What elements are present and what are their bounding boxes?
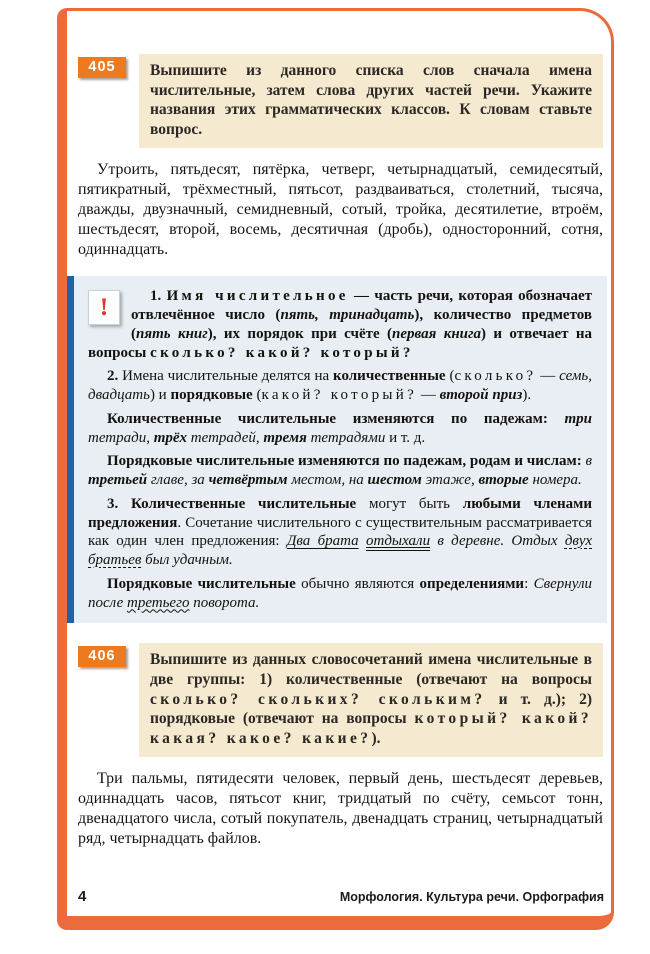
text-segment: четвёртым: [208, 472, 288, 489]
text-segment: Свернули после: [88, 575, 592, 611]
page-content: [67, 8, 607, 884]
text-segment: и т. д.: [385, 429, 426, 446]
exercise-406-task: [139, 643, 603, 756]
text-segment: двух братьев: [88, 533, 593, 569]
text-segment: второй приз: [439, 387, 523, 404]
exercise-405: [78, 54, 603, 148]
page-footer: [78, 888, 604, 905]
text-segment: ).: [522, 387, 532, 404]
exercise-405-number-badge: 405: [78, 57, 126, 78]
text-segment: могут быть: [356, 495, 463, 512]
exclamation-glyph: !: [99, 294, 109, 322]
text-segment: который? какой? какая? какое? какие?: [150, 710, 592, 748]
exclamation-icon: [88, 290, 120, 325]
text-segment: семь, двадцать: [88, 368, 593, 404]
text-segment: тремя: [263, 429, 307, 446]
text-segment: сколько? скольких? скольким?: [150, 690, 486, 708]
text-segment: вторые: [478, 472, 529, 489]
text-segment: :: [524, 575, 534, 592]
rule-paragraph-3: [88, 410, 592, 448]
text-segment: 1.: [150, 288, 167, 305]
text-segment: ) и: [149, 387, 171, 404]
text-segment: (: [445, 368, 455, 385]
exercise-406-number-badge: 406: [78, 646, 126, 667]
text-segment: Порядковые числительные: [107, 575, 296, 592]
text-segment: третьей: [88, 472, 148, 489]
text-segment: отдыхали: [365, 533, 431, 550]
text-segment: [359, 533, 366, 549]
text-segment: сколько?: [454, 368, 537, 385]
text-segment: поворота.: [189, 594, 260, 611]
text-segment: пять книг: [136, 325, 208, 342]
text-segment: был удачным.: [141, 552, 233, 569]
text-segment: местом, на: [287, 472, 368, 489]
text-segment: количественные: [333, 368, 446, 385]
exercise-405-task: [139, 54, 603, 148]
text-segment: Количественные числительные: [131, 495, 357, 512]
text-segment: сколько? какой? который?: [150, 344, 414, 361]
page-number: 4: [78, 888, 87, 905]
text-segment: Два брата: [286, 533, 359, 550]
rule-paragraph-6: [88, 575, 592, 613]
text-segment: тетрадей,: [187, 429, 264, 446]
exercise-406: [78, 643, 603, 756]
text-segment: номера.: [528, 472, 582, 489]
text-segment: какой? который?: [261, 387, 418, 404]
text-segment: Порядковые числительные изменяются по падежам, родам и числам:: [107, 453, 586, 470]
text-segment: тетрадями: [306, 429, 386, 446]
text-segment: Выпишите из данных словосочетаний имена числительные в две группы: 1) количественные (отвечают на вопросы: [150, 651, 592, 689]
text-segment: трёх: [153, 429, 188, 446]
text-segment: Имена числительные делятся на: [122, 368, 334, 385]
rule-paragraph-2: [88, 367, 592, 405]
text-segment: (: [252, 387, 262, 404]
text-segment: ), их порядок при счёте (: [207, 325, 393, 342]
text-segment: этаже,: [421, 472, 479, 489]
rule-paragraph-5: [88, 495, 592, 570]
text-segment: обычно являются: [295, 575, 420, 592]
text-segment: шестом: [367, 472, 422, 489]
text-segment: три: [564, 410, 592, 427]
text-segment: 3.: [107, 495, 132, 512]
text-segment: третьего: [126, 594, 190, 611]
text-segment: —: [536, 368, 560, 385]
text-segment: ).: [371, 730, 381, 748]
text-segment: Имя числительное: [166, 288, 349, 305]
text-segment: —: [417, 387, 440, 404]
text-segment: — часть речи, которая обозначает отвлечённое число (: [131, 288, 592, 324]
running-title: Морфология. Культура речи. Орфография: [339, 890, 604, 904]
text-segment: любыми членами предложения: [88, 495, 593, 531]
text-segment: . Сочетание числительного с существительным рассматривается как один член предложения:: [88, 514, 592, 550]
rule-block: [67, 276, 607, 623]
text-segment: тетради,: [88, 429, 154, 446]
text-segment: и т. д.); 2) порядковые (отвечают на вопросы: [150, 690, 592, 728]
text-segment: в: [585, 453, 592, 470]
text-segment: порядковые: [170, 387, 253, 404]
text-segment: Выпишите из данного списка слов сначала имена числительные, затем слова других частей речи. Укажите названия этих грамматических классов. К словам ставьте вопрос.: [150, 62, 592, 139]
text-segment: первая книга: [392, 325, 482, 342]
text-segment: пять, тринадцать: [280, 307, 415, 324]
exercise-405-word-list: Утроить, пятьдесят, пятёрка, четверг, четырнадцатый, семидесятый, пятикратный, трёхместный, пятьсот, раздваиваться, столетний, тысяча, дважды, двузначный, семидневный, сотый, тройка, десятилетие, втроём, шестьдесят, второй, восемь, десятичная (дробь), односторонний, сотня, одиннадцать.: [78, 160, 603, 259]
text-segment: ), количество предметов (: [131, 307, 592, 342]
text-segment: в деревне. Отдых: [430, 533, 565, 550]
text-segment: ) и отвечает на вопросы: [88, 325, 592, 361]
text-segment: главе, за: [147, 472, 209, 489]
exercise-406-word-list: Три пальмы, пятидесяти человек, первый день, шестьдесят деревьев, одиннадцать часов, пятьсот книг, тридцатый по счёту, семьсот тонн, двенадцатого числа, сотый покупатель, двенадцать страниц, четырнадцатый ряд, четырнадцать файлов.: [78, 769, 603, 848]
rule-paragraph-1: [88, 287, 592, 362]
text-segment: определениями: [419, 575, 525, 592]
rule-paragraph-4: [88, 452, 592, 490]
text-segment: Количественные числительные изменяются по падежам:: [107, 410, 565, 427]
text-segment: 2.: [107, 368, 123, 385]
